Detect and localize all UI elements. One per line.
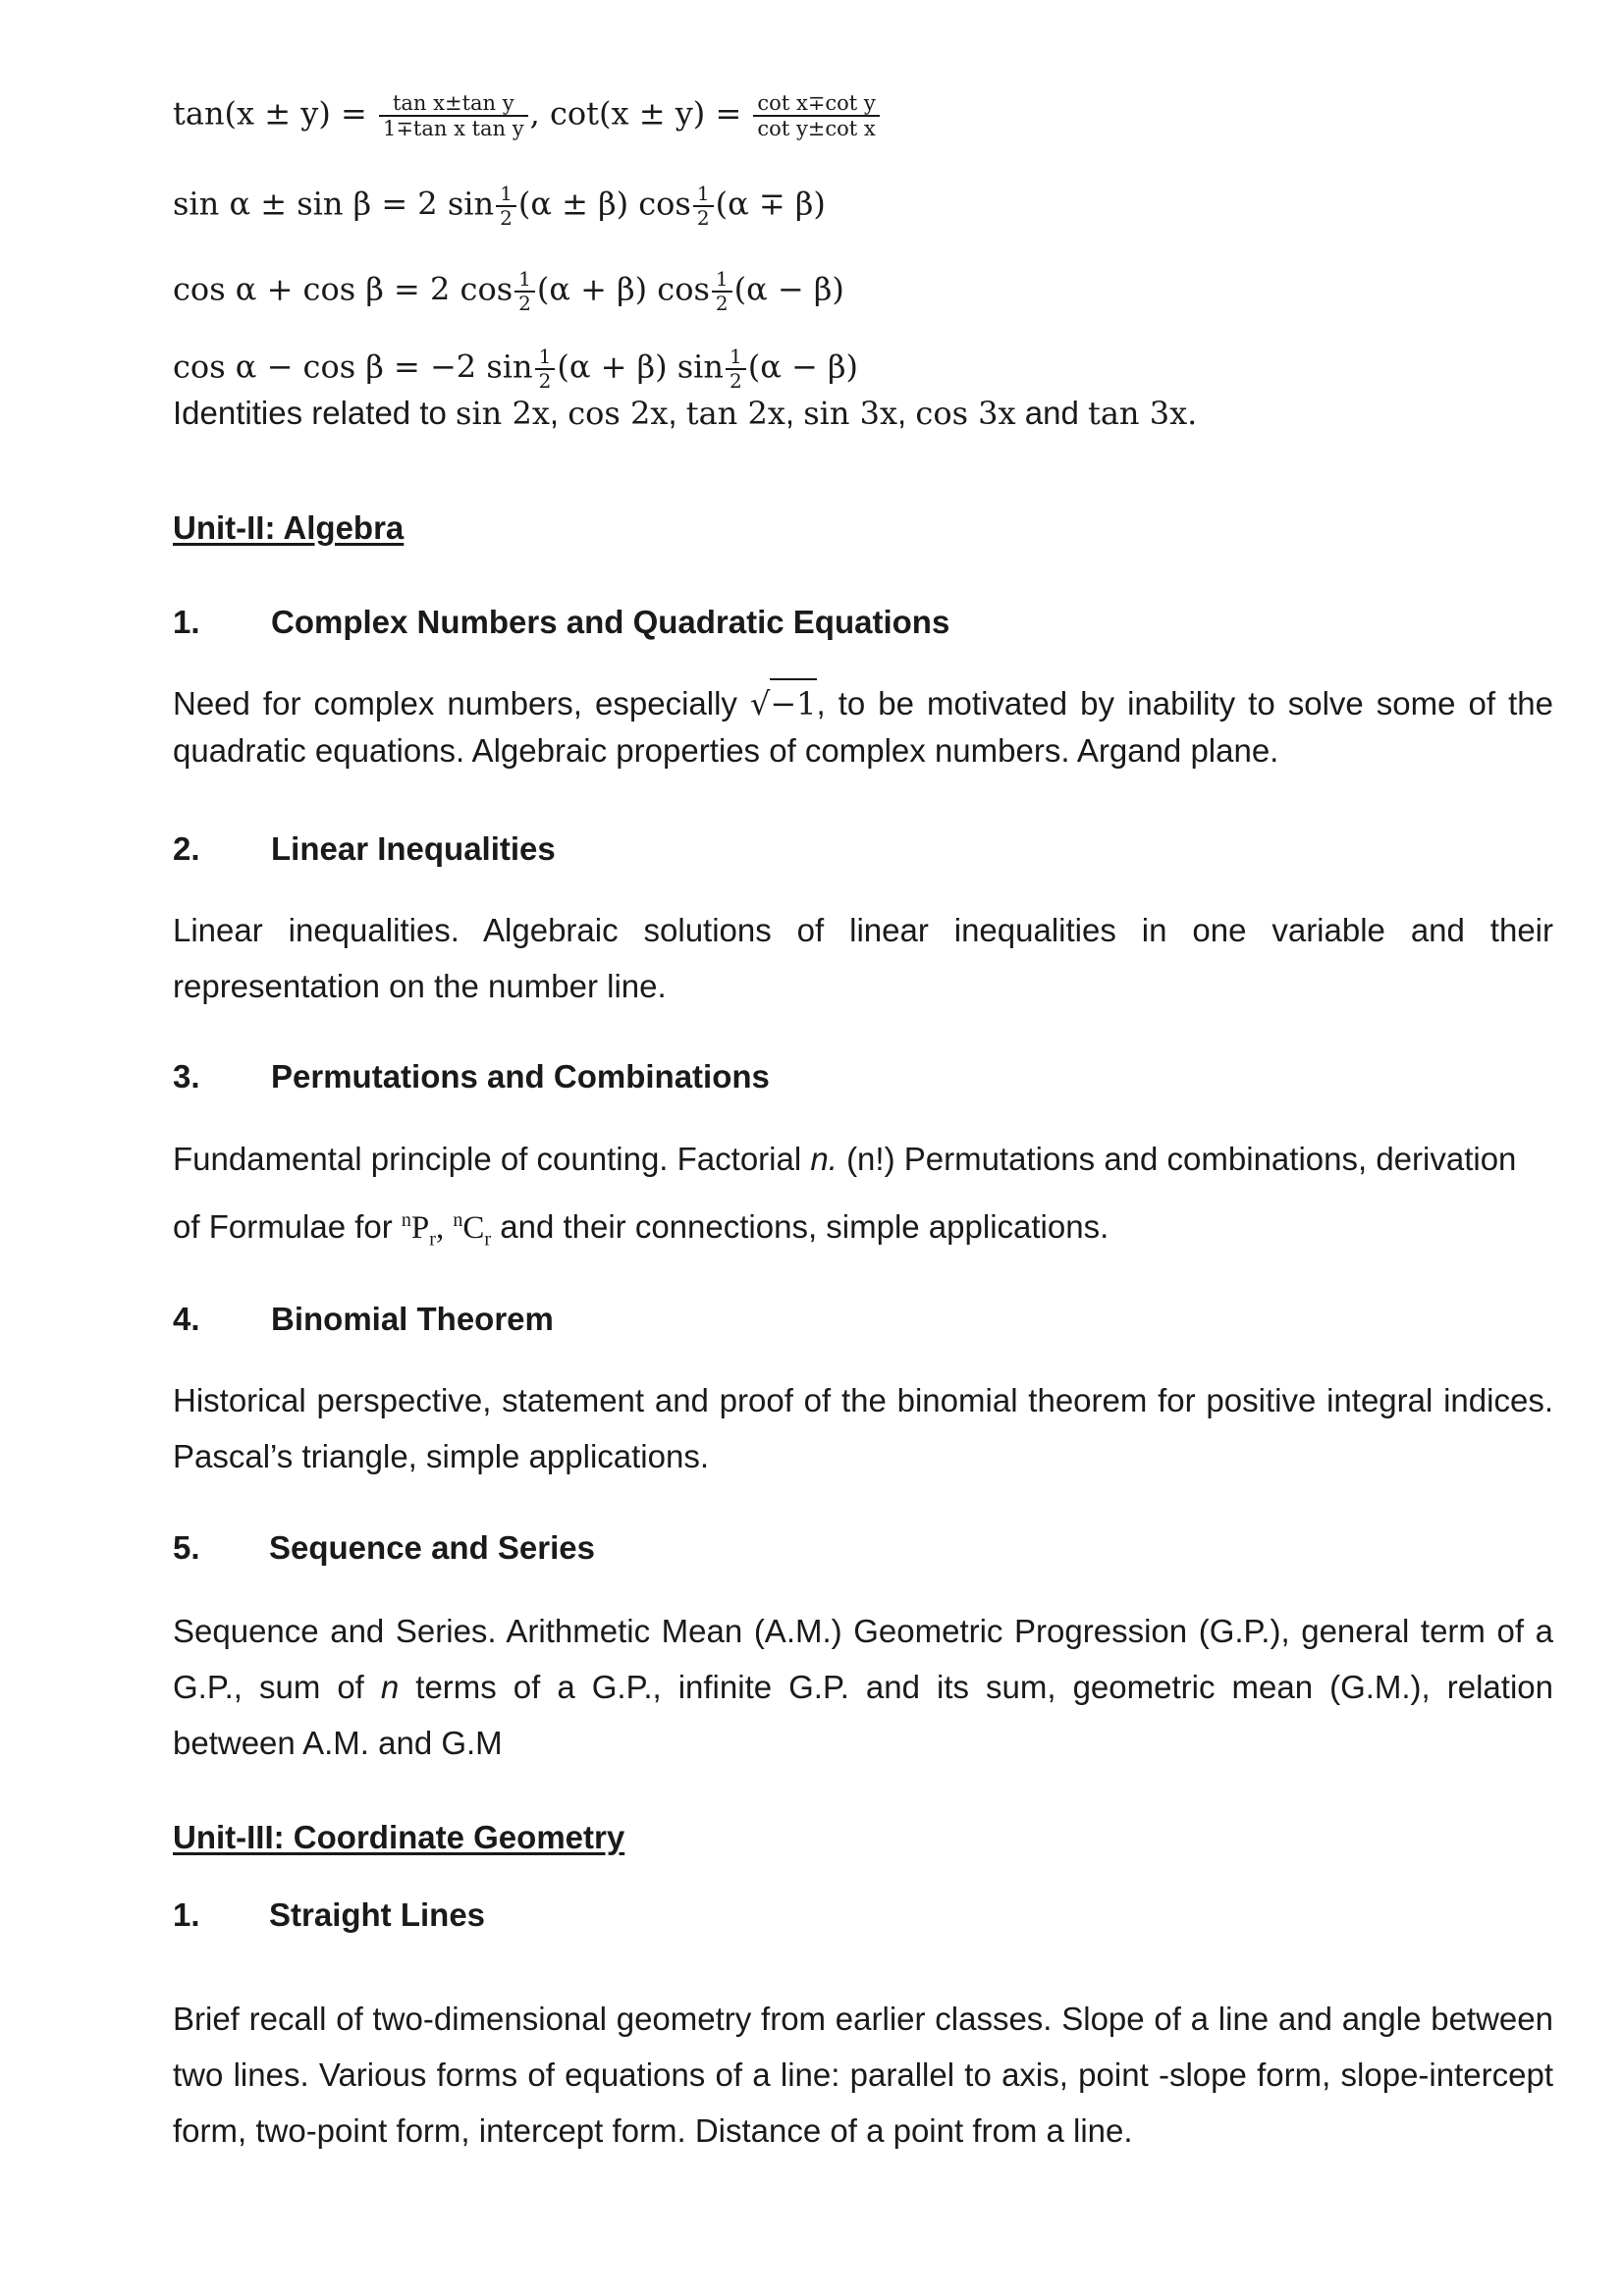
- half-denominator: 2: [730, 369, 742, 393]
- section-body-text: of Formulae for: [173, 1208, 393, 1245]
- half-denominator: 2: [696, 206, 710, 230]
- half-denominator: 2: [715, 292, 729, 315]
- section-body-line: [173, 1131, 1553, 1187]
- fraction-tan: [379, 91, 528, 140]
- section-title: Complex Numbers and Quadratic Equations: [271, 604, 950, 640]
- formula-sin-sum-mid: (α ± β) cos: [517, 185, 691, 223]
- section-body: Brief recall of two-dimensional geometry from earlier classes. Slope of a line and angle between two lines. Various forms of equations of a line: parallel to axis, point -slope form, slope-intercept form, two-point form, intercept form. Distance of a point from a line.: [173, 2001, 1553, 2149]
- half-denominator: 2: [538, 369, 552, 393]
- formula-cos-diff-mid: (α + β) sin: [557, 347, 724, 386]
- formula-cos-sum-lhs: cos α + cos β = 2 cos: [173, 270, 514, 308]
- section-body-text: Fundamental principle of counting. Factorial: [173, 1141, 802, 1177]
- fraction-cot-numerator: cot x∓cot y: [753, 91, 879, 117]
- half-denominator: 2: [518, 292, 531, 315]
- section-body-line: [173, 1193, 1553, 1268]
- fraction-half: [496, 183, 516, 230]
- identity-sin2x: sin 2x: [456, 395, 550, 432]
- identities-end: .: [1187, 395, 1198, 432]
- section-title: Linear Inequalities: [271, 830, 556, 867]
- formula-tan-cot: [173, 91, 882, 140]
- fraction-half: [712, 268, 732, 315]
- identities-prefix: Identities related to: [173, 395, 447, 431]
- symbol-p: P: [410, 1210, 430, 1246]
- superscript-n: n: [453, 1209, 463, 1231]
- formula-cos-diff: [173, 346, 858, 393]
- fraction-half: [693, 183, 714, 230]
- formula-sin-sum: [173, 183, 826, 230]
- half-numerator: 1: [726, 346, 746, 370]
- identities-and: and: [1024, 395, 1079, 431]
- fraction-tan-denominator: 1∓tan x tan y: [382, 117, 524, 141]
- section-body: [173, 678, 1553, 774]
- identity-cos3x: cos 3x: [915, 395, 1016, 432]
- formula-cos-sum: [173, 268, 844, 315]
- fraction-cot: [753, 91, 879, 140]
- factorial-n: n.: [810, 1141, 838, 1177]
- identity-tan2x: tan 2x: [685, 395, 785, 432]
- section-body-text: , to be motivated by inability to solve some of the quadratic equations. Algebraic properties of complex numbers. Argand plane.: [173, 685, 1553, 769]
- subscript-r: r: [429, 1228, 436, 1251]
- section-body-text: Need for complex numbers, especially: [173, 685, 737, 721]
- section-body-text: terms of a G.P., infinite G.P. and its sum, geometric mean (G.M.), relation between A.M. and G.M: [173, 1669, 1553, 1761]
- section-body: Historical perspective, statement and proof of the binomial theorem for positive integral indices. Pascal’s triangle, simple applications.: [173, 1382, 1553, 1474]
- section-body: [173, 1131, 1553, 1268]
- unit-3-heading: Unit-III: Coordinate Geometry: [173, 1819, 625, 1855]
- section-body-text: and their connections, simple applications.: [500, 1208, 1109, 1245]
- half-numerator: 1: [535, 346, 556, 370]
- sqrt-minus-one: [750, 685, 817, 722]
- half-numerator: 1: [712, 268, 732, 293]
- section-body: [173, 1603, 1553, 1771]
- variable-n: n: [380, 1669, 400, 1705]
- half-numerator: 1: [496, 183, 516, 207]
- identity-sin3x: sin 3x: [803, 395, 898, 432]
- formula-cos-sum-end: (α − β): [733, 270, 844, 308]
- fraction-half: [535, 346, 556, 393]
- formula-sin-sum-end: (α ∓ β): [715, 185, 826, 223]
- formula-tan-lhs: tan(x ± y) =: [173, 94, 367, 133]
- section-number: 1.: [173, 604, 200, 640]
- section-title: Permutations and Combinations: [271, 1058, 770, 1095]
- formula-cos-diff-end: (α − β): [747, 347, 858, 386]
- superscript-n: n: [401, 1209, 411, 1231]
- identity-cos2x: cos 2x: [568, 395, 669, 432]
- fraction-half: [514, 268, 535, 315]
- fraction-half: [726, 346, 746, 393]
- section-number: 1.: [173, 1896, 200, 1933]
- half-numerator: 1: [514, 268, 535, 293]
- section-title: Sequence and Series: [269, 1529, 595, 1566]
- section-body: Linear inequalities. Algebraic solutions of linear inequalities in one variable and their representation on the number line.: [173, 912, 1553, 1004]
- section-title: Straight Lines: [269, 1896, 486, 1933]
- section-body-text: Sequence and Series. Arithmetic Mean (A.M.) Geometric Progression (G.P.), general term of a G.P., sum of: [173, 1613, 1553, 1705]
- symbol-c: C: [462, 1210, 485, 1246]
- section-body-text: (n!) Permutations and combinations, derivation: [846, 1141, 1517, 1177]
- identities-line: Identities related to sin 2x, cos 2x, tan 2x, sin 3x, cos 3x and tan 3x.: [173, 395, 1198, 432]
- formula-sin-sum-lhs: sin α ± sin β = 2 sin: [173, 185, 495, 223]
- formula-cos-diff-lhs: cos α − cos β = −2 sin: [173, 347, 533, 386]
- sqrt-sign: √: [749, 685, 771, 722]
- half-numerator: 1: [693, 183, 714, 207]
- formula-cos-sum-mid: (α + β) cos: [536, 270, 710, 308]
- section-number: 5.: [173, 1529, 200, 1566]
- identity-tan3x: tan 3x: [1087, 395, 1188, 432]
- section-number: 4.: [173, 1301, 200, 1337]
- unit-2-heading: Unit-II: Algebra: [173, 509, 405, 546]
- fraction-cot-denominator: cot y±cot x: [757, 117, 876, 141]
- fraction-tan-numerator: tan x±tan y: [379, 91, 528, 117]
- formula-cot-lhs: , cot(x ± y) =: [529, 94, 742, 133]
- subscript-r: r: [484, 1228, 492, 1251]
- half-denominator: 2: [500, 206, 513, 230]
- section-title: Binomial Theorem: [271, 1301, 554, 1337]
- sqrt-value: −1: [770, 678, 816, 727]
- section-number: 2.: [173, 830, 200, 867]
- symbol-comma: ,: [435, 1210, 445, 1246]
- section-number: 3.: [173, 1058, 200, 1095]
